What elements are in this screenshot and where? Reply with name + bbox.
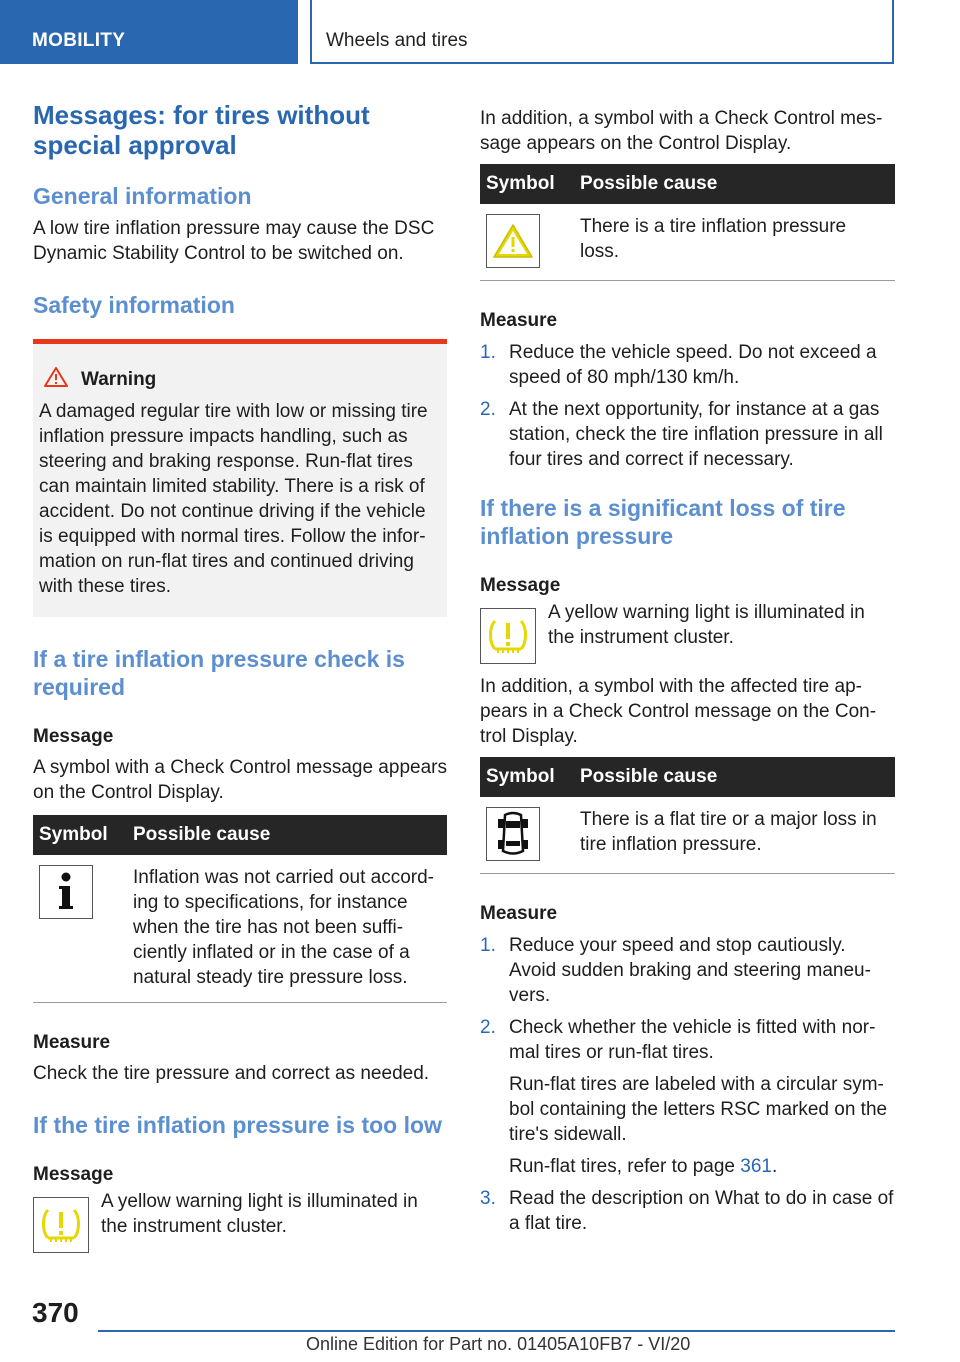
message-label: Message: [33, 1164, 114, 1185]
warning-triangle-icon: [43, 366, 69, 393]
step-text: Reduce the vehicle speed. Do not exceed a speed of 80 mph/130 km/h.: [509, 342, 877, 388]
header-section: [0, 0, 298, 64]
step-number: 2.: [480, 1017, 496, 1038]
measure-label: Measure: [480, 310, 558, 331]
page-link[interactable]: 361: [740, 1156, 772, 1177]
chapter-label: Wheels and tires: [326, 30, 468, 51]
message-label: Message: [480, 575, 561, 596]
table-header-cause: Possible cause: [127, 815, 447, 855]
table-header-symbol: Symbol: [480, 164, 574, 204]
step-reference: Run-flat tires, refer to page 361.: [509, 1156, 778, 1177]
low-pressure-heading: If the tire inflation pressure is too low: [33, 1112, 442, 1138]
step-text: Read the description on What to do in case of a flat tire.: [509, 1188, 894, 1234]
general-text: A low tire inflation pressure may cause the DSC Dynamic Stability Control to be switched on.: [33, 218, 435, 264]
step-number: 1.: [480, 935, 496, 956]
step-number: 1.: [480, 342, 496, 363]
right-column: [480, 106, 895, 1243]
check-heading: If a tire inflation pressure check is required: [33, 646, 405, 700]
table-row: [480, 204, 895, 281]
check-message-text: A symbol with a Check Control message appears on the Control Display.: [33, 757, 447, 803]
list-item: [480, 1186, 895, 1236]
measure-label: Measure: [33, 1032, 111, 1053]
warning-light-text: A yellow warning light is illuminated in the instrument cluster.: [101, 1191, 418, 1237]
tire-pressure-warning-icon: [480, 608, 536, 664]
loss-symbol-table: [480, 164, 895, 281]
measure-list: [480, 933, 895, 1236]
warning-light-row: [33, 1189, 447, 1253]
measure-label: Measure: [480, 903, 558, 924]
info-icon: [39, 865, 93, 919]
flat-cause-text: There is a flat tire or a major loss in tire inflation pressure.: [574, 797, 895, 874]
warning-light-text: A yellow warning light is illuminated in the instrument cluster.: [548, 602, 865, 648]
car-top-view-icon: [486, 807, 540, 861]
step-text: Reduce your speed and stop cautiously. Avoid sudden braking and steering maneuvers.: [509, 935, 871, 1006]
list-item: [480, 397, 895, 472]
intro-text: In addition, a symbol with a Check Control message appears on the Control Display.: [480, 108, 883, 154]
message-label: Message: [33, 726, 114, 747]
measure-text: Check the tire pressure and correct as needed.: [33, 1063, 430, 1084]
warning-light-row: [480, 600, 895, 664]
warning-label: Warning: [81, 368, 157, 390]
step-number: 2.: [480, 399, 496, 420]
warning-text: A damaged regular tire with low or missing tire inflation pressure impacts handling, such as steering and braking response. Run-flat tires can maintain limited stability. There is a risk of accident. Do not continue driving if the vehicle is equipped with normal tires. Follow the information on run-flat tires and continued driving with these tires.: [39, 401, 428, 597]
list-item: [480, 340, 895, 390]
table-header-symbol: Symbol: [480, 757, 574, 797]
page-title: Messages: for tires without special approval: [33, 100, 370, 160]
general-heading: General information: [33, 183, 252, 209]
warning-triangle-icon: [486, 214, 540, 268]
step-number: 3.: [480, 1188, 496, 1209]
tire-pressure-warning-icon: [33, 1197, 89, 1253]
header-chapter: [310, 0, 894, 64]
left-column: [33, 100, 447, 1253]
step-note: Run-flat tires are labeled with a circular symbol containing the letters RSC marked on the tire's sidewall.: [509, 1074, 888, 1145]
affected-tire-text: In addition, a symbol with the affected tire appears in a Check Control message on the Control Display.: [480, 676, 877, 747]
check-cause-text: Inflation was not carried out according to specifications, for instance when the tire has not been sufficiently inflated or in the case of a natural steady tire pressure loss.: [127, 855, 447, 1003]
table-row: [33, 855, 447, 1003]
footer-edition: Online Edition for Part no. 01405A10FB7 - VI/20: [306, 1334, 691, 1354]
table-header-cause: Possible cause: [574, 757, 895, 797]
section-label: MOBILITY: [32, 30, 126, 51]
table-row: [480, 797, 895, 874]
table-header-cause: Possible cause: [574, 164, 895, 204]
loss-cause-text: There is a tire inflation pressure loss.: [574, 204, 895, 281]
footer-divider: [98, 1330, 895, 1332]
safety-heading: Safety information: [33, 292, 235, 318]
step-text: Check whether the vehicle is fitted with normal tires or run-flat tires.: [509, 1017, 876, 1063]
list-item: [480, 1015, 895, 1179]
check-symbol-table: [33, 815, 447, 1003]
measure-list: [480, 340, 895, 472]
warning-box: [33, 339, 447, 617]
step-text: At the next opportunity, for instance at a gas station, check the tire inflation pressure in all four tires and correct if necessary.: [509, 399, 883, 470]
flat-symbol-table: [480, 757, 895, 874]
significant-loss-heading: If there is a significant loss of tire inflation pressure: [480, 495, 846, 549]
list-item: [480, 933, 895, 1008]
page-number: 370: [32, 1297, 79, 1328]
table-header-symbol: Symbol: [33, 815, 127, 855]
